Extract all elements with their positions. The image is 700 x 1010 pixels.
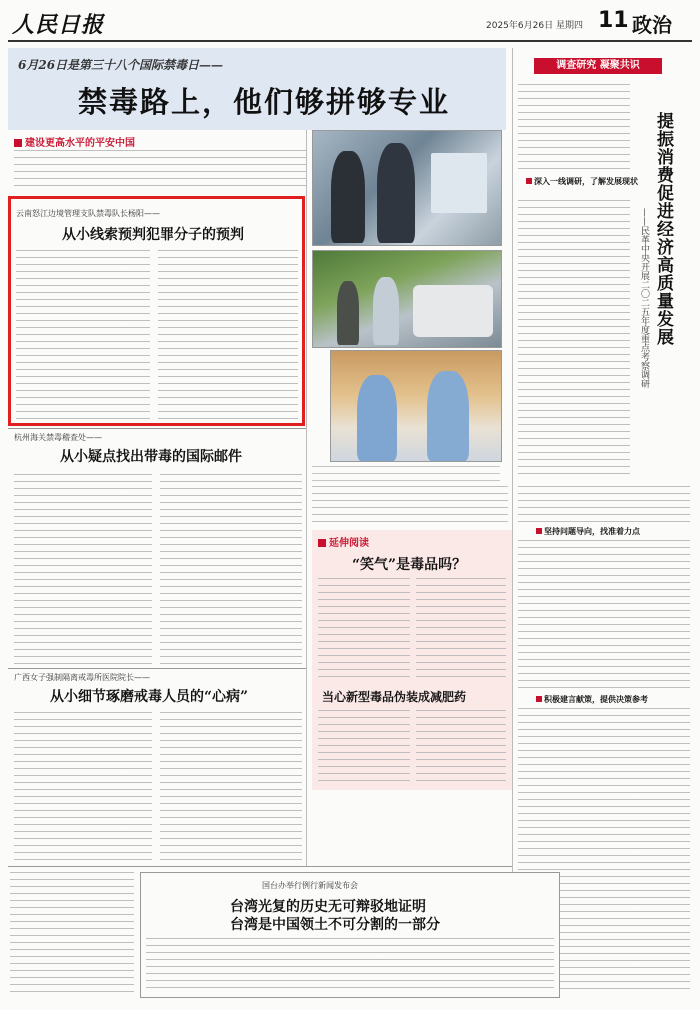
article3-rule — [8, 668, 306, 669]
sidebar-section2-text — [518, 540, 690, 688]
article1-text-col2 — [158, 250, 298, 420]
section-name: 政治 — [632, 13, 672, 37]
extended2-text-col1 — [318, 710, 410, 784]
photo-caption — [312, 466, 500, 482]
bottom-title-line1: 台湾光复的历史无可辩驳地证明 — [230, 899, 426, 915]
sidebar-section3: 积极建言献策，提供决策参考 — [536, 694, 648, 705]
bottom-rule — [8, 866, 512, 867]
photo-vehicle-inspection — [312, 250, 502, 348]
sidebar-subtitle: ——民革中央开展二〇二五年度重点考察调研 — [639, 208, 649, 388]
extended2-text-col2 — [416, 710, 506, 784]
intro-text — [14, 150, 306, 188]
sidebar-section1-text — [518, 200, 630, 480]
bottom-left-text — [10, 872, 134, 998]
page-headline: 禁毒路上，他们够拼够专业 — [78, 85, 451, 119]
page-number: 11 — [598, 8, 629, 33]
sidebar-title: 提振消费促进经济高质量发展 — [653, 112, 673, 346]
bottom-title-line2: 台湾是中国领土不可分割的一部分 — [230, 917, 440, 933]
intro-subhead: 建设更高水平的平安中国 — [14, 134, 135, 149]
extended-title: “笑气”是毒品吗？ — [352, 557, 467, 573]
sidebar-continuation-text — [518, 486, 690, 522]
article2-text-col2 — [160, 474, 302, 664]
masthead-rule — [8, 40, 692, 42]
sidebar-section1: 深入一线调研，了解发展现状 — [526, 176, 638, 187]
issue-date: 2025年6月26日 星期四 — [486, 21, 583, 31]
sidebar-divider — [512, 48, 513, 998]
extended-text-col1 — [318, 578, 410, 682]
article3-text-col1 — [14, 712, 152, 862]
banner-kicker: 6月26日是第三十八个国际禁毒日—— — [18, 58, 224, 72]
article3-kicker: 广西女子强制隔离戒毒所医院院长—— — [14, 673, 150, 682]
extended-text-col2 — [416, 578, 506, 682]
article3-title: 从小细节琢磨戒毒人员的“心病” — [50, 689, 249, 705]
article2-title: 从小疑点找出带毒的国际邮件 — [60, 449, 242, 465]
article2-kicker: 杭州海关禁毒稽查处—— — [14, 433, 102, 442]
article2-rule — [8, 428, 306, 429]
article1-text-col1 — [16, 250, 150, 420]
column-divider — [306, 130, 307, 866]
article3-text-col2 — [160, 712, 302, 862]
sidebar-lead-text — [518, 84, 630, 172]
photo-officers-at-computer — [312, 130, 502, 246]
sidebar-section2: 坚持问题导向，找准着力点 — [536, 526, 640, 537]
extended-reading-label: 延伸阅读 — [318, 534, 369, 549]
newspaper-logo: 人民日报 — [12, 12, 105, 38]
bottom-article-text — [146, 938, 554, 994]
article1-title: 从小线索预判犯罪分子的预判 — [62, 227, 244, 243]
bottom-kicker: 国台办举行例行新闻发布会 — [262, 881, 358, 890]
photo-customs-officers — [330, 350, 502, 462]
caption-text — [312, 486, 508, 522]
article2-text-col1 — [14, 474, 152, 664]
sidebar-tag: 调查研究 凝聚共识 — [534, 58, 662, 74]
article1-kicker: 云南怒江边境管理支队禁毒队长杨阳—— — [16, 209, 160, 218]
extended-title-2: 当心新型毒品伪装成减肥药 — [322, 690, 467, 704]
